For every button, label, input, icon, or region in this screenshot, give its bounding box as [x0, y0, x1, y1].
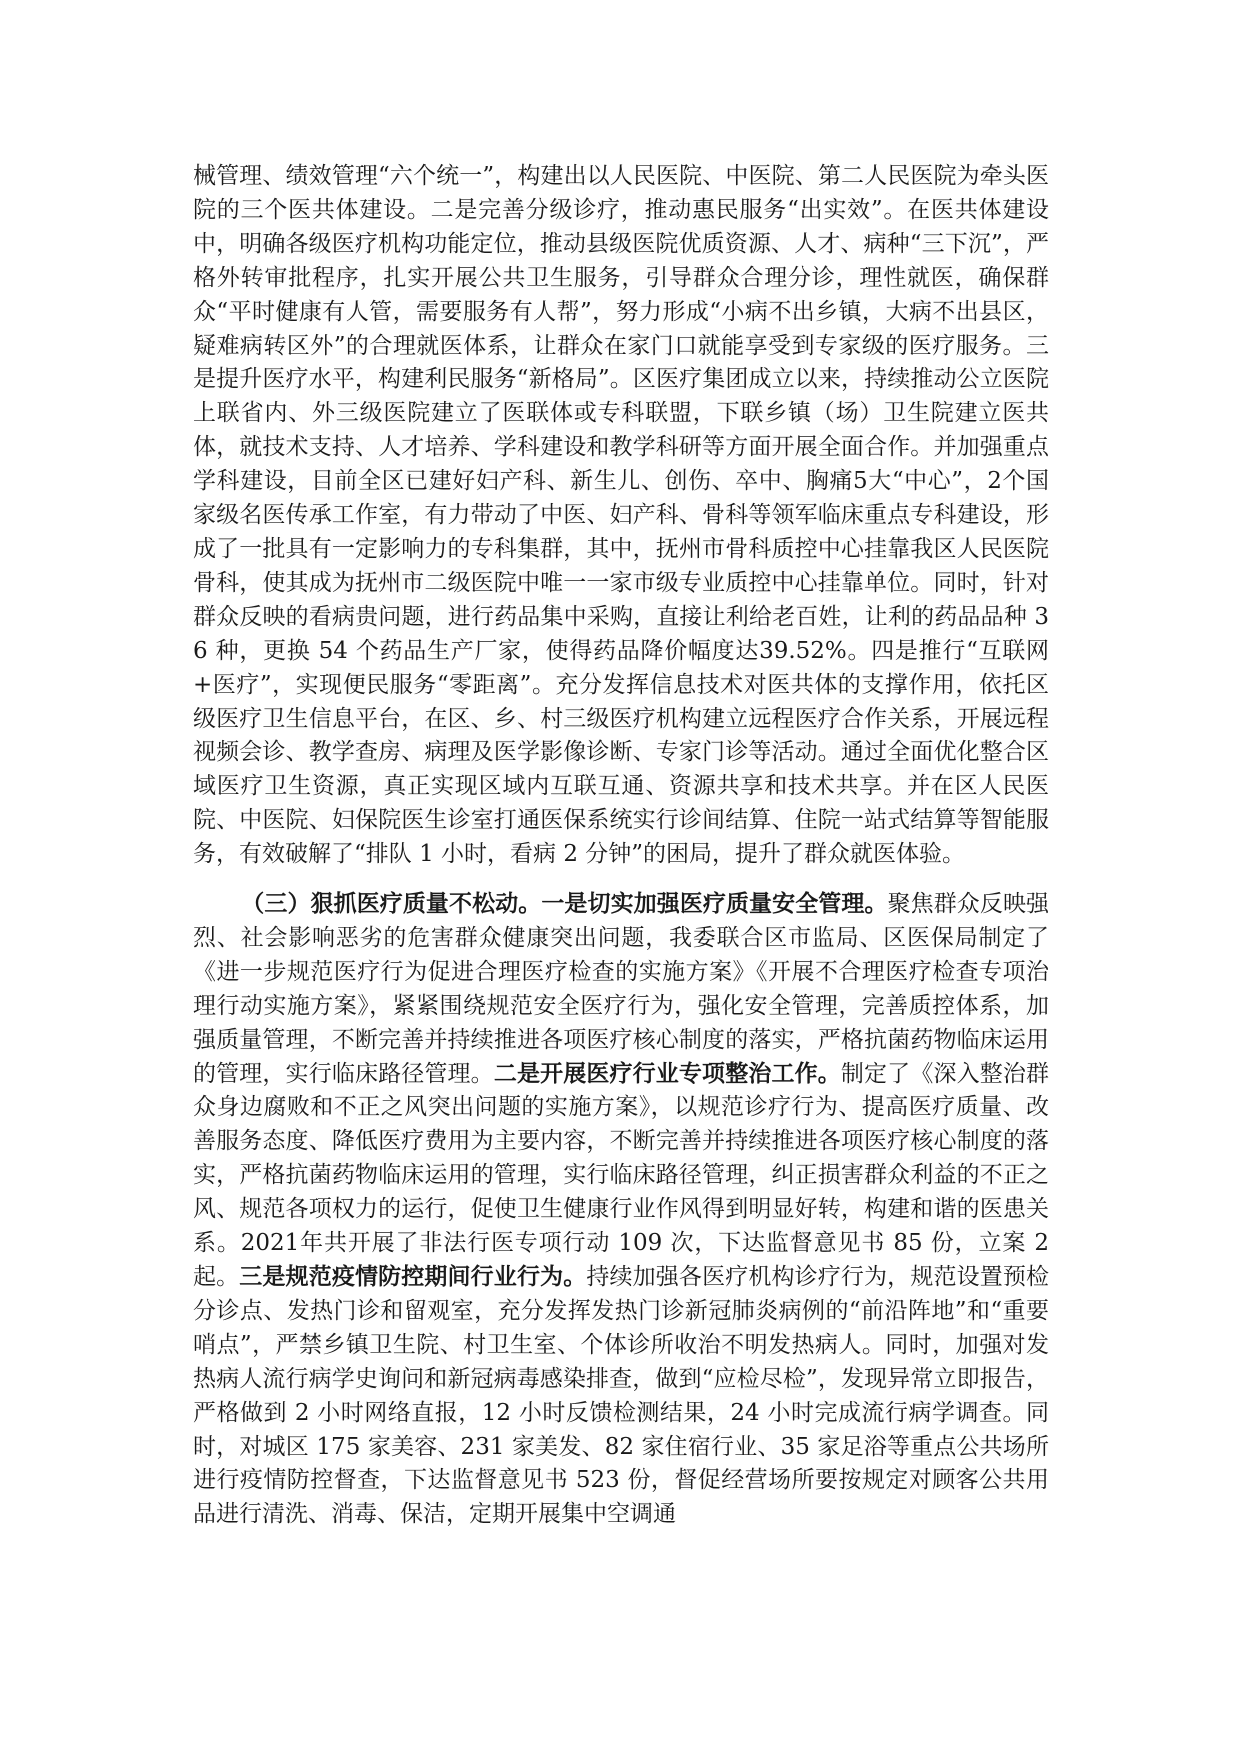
- point2-title: 二是开展医疗行业专项整治工作。: [493, 1060, 841, 1087]
- point1-title: 一是切实加强医疗质量安全管理。: [541, 891, 888, 918]
- section-heading: （三）狠抓医疗质量不松动。: [241, 891, 542, 918]
- paragraph-medical-community: 械管理、绩效管理“六个统一”，构建出以人民医院、中医院、第二人民医院为牵头医院的三个医共体建设。二是完善分级诊疗，推动惠民服务“出实效”。在医共体建设中，明确各级医疗机构功能定位，推动县级医院优质资源、人才、病种“三下沉”，严格外转审批程序，扎实开展公共卫生服务，引导群众合理分诊，理性就医，确保群众“平时健康有人管，需要服务有人帮”，努力形成“小病不出乡镇，大病不出县区，疑难病转区外”的合理就医体系，让群众在家门口就能享受到专家级的医疗服务。三是提升医疗水平，构建利民服务“新格局”。区医疗集团成立以来，持续推动公立医院上联省内、外三级医院建立了医联体或专科联盟，下联乡镇（场）卫生院建立医共体，就技术支持、人才培养、学科建设和教学科研等方面开展全面合作。并加强重点学科建设，目前全区已建好妇产科、新生儿、创伤、卒中、胸痛5大“中心”，2个国家级名医传承工作室，有力带动了中医、妇产科、骨科等领军临床重点专科建设，形成了一批具有一定影响力的专科集群，其中，抚州市骨科质控中心挂靠我区人民医院骨科，使其成为抚州市二级医院中唯一一家市级专业质控中心挂靠单位。同时，针对群众反映的看病贵问题，进行药品集中采购，直接让利给老百姓，让利的药品品种 36 种，更换 54 个药品生产厂家，使得药品降价幅度达39.52%。四是推行“互联网+医疗”，实现便民服务“零距离”。充分发挥信息技术对医共体的支撑作用，依托区级医疗卫生信息平台，在区、乡、村三级医疗机构建立远程医疗合作关系，开展远程视频会诊、教学查房、病理及医学影像诊断、专家门诊等活动。通过全面优化整合区域医疗卫生资源，真正实现区域内互联互通、资源共享和技术共享。并在区人民医院、中医院、妇保院医生诊室打通医保系统实行诊间结算、住院一站式结算等智能服务，有效破解了“排队 1 小时，看病 2 分钟”的困局，提升了群众就医体验。: [193, 163, 1049, 868]
- point3-title: 三是规范疫情防控期间行业行为。: [239, 1264, 587, 1290]
- paragraph-medical-quality: [193, 888, 1049, 1532]
- point2-text: 制定了《深入整治群众身边腐败和不正之风突出问题的实施方案》，以规范诊疗行为、提高医疗质量、改善服务态度、降低医疗费用为主要内容，不断完善并持续推进各项医疗核心制度的落实，严格抗菌药物临床运用的管理，实行临床路径管理，纠正损害群众利益的不正之风、规范各项权力的运行，促使卫生健康行业作风得到明显好转，构建和谐的医患关系。2021年共开展了非法行医专项行动 109 次，下达监督意见书 85 份，立案 2 起。: [193, 1060, 1050, 1290]
- point1-text: 聚焦群众反映强烈、社会影响恶劣的危害群众健康突出问题，我委联合区市监局、区医保局制定了《进一步规范医疗行为促进合理医疗检查的实施方案》《开展不合理医疗检查专项治理行动实施方案》，紧紧围绕规范安全医疗行为，强化安全管理，完善质控体系，加强质量管理，不断完善并持续推进各项医疗核心制度的落实，严格抗菌药物临床运用的管理，实行临床路径管理。: [193, 891, 1050, 1087]
- document-body: [193, 160, 1049, 1532]
- point3-text: 持续加强各医疗机构诊疗行为，规范设置预检分诊点、发热门诊和留观室，充分发挥发热门诊新冠肺炎病例的“前沿阵地”和“重要哨点”，严禁乡镇卫生院、村卫生室、个体诊所收治不明发热病人。同时，加强对发热病人流行病学史询问和新冠病毒感染排查，做到“应检尽检”，发现异常立即报告，严格做到 2 小时网络直报，12 小时反馈检测结果，24 小时完成流行病学调查。同时，对城区 175 家美容、231 家美发、82 家住宿行业、35 家足浴等重点公共场所进行疫情防控督查，下达监督意见书 523 份，督促经营场所要按规定对顾客公共用品进行清洗、消毒、保洁，定期开展集中空调通: [193, 1264, 1050, 1528]
